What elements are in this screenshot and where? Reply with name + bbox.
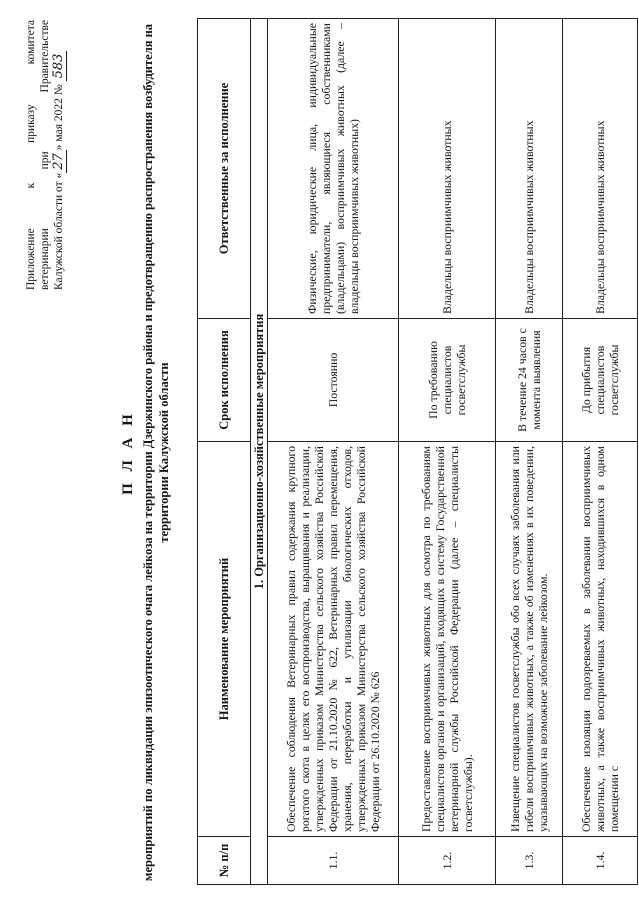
row-measure: Извещение специалистов госветслужбы обо всех случаях заболевания или гибели восприимчивых животных, а также об изменениях в их поведении, указывающих на возможное заболевание лейкозом. [496,442,563,837]
appendix-word: Приложение [25,228,37,290]
row-responsible: Физические, юридические лица, индивидуальные предприниматели, являющиеся собственниками (владельцами) восприимчивых животных (далее – владельцы восприимчивых животных) [268,19,399,319]
appendix-word: комитета [25,20,37,65]
table-row [496,19,563,885]
row-responsible: Владельцы восприимчивых животных [563,19,638,319]
table-row [399,19,496,885]
header-num: № п/п [198,837,251,885]
appendix-header [24,20,66,290]
plan-table [197,18,638,885]
section-row [251,19,268,885]
table-header-row [198,19,251,885]
row-number: 1.3. [496,837,563,885]
row-term: В течение 24 часов с момента выявления [496,319,563,442]
document-subtitle: мероприятий по ликвидации эпизоотического очага лейкоза на территории Дзержинского района и предотвращению распространения возбудителя на территории Калужской области [141,23,171,882]
row-responsible: Владельцы восприимчивых животных [399,19,496,319]
header-term: Срок исполнения [198,319,251,442]
header-responsible: Ответственные за исполнение [198,19,251,319]
handwritten-order-number: 583 [51,51,67,82]
appendix-word: ветеринарии [39,228,51,290]
handwritten-day: 27 [51,150,67,173]
row-term: Постоянно [268,319,399,442]
row-term: До прибытия специалистов госветслужбы [563,319,638,442]
row-responsible: Владельцы восприимчивых животных [496,19,563,319]
section-title: 1. Организационно-хозяйственные мероприятия [251,19,268,885]
appendix-word: Правительстве [39,20,51,93]
appendix-word: при [39,151,51,170]
row-term: По требованию специалистов госветслужбы [399,319,496,442]
row-measure: Обеспечение изоляции подозреваемых в заболевании восприимчивых животных, а также восприимчивых животных, находившихся в одном помещении с [563,442,638,837]
row-measure: Обеспечение соблюдения Ветеринарных правил содержания крупного рогатого скота в целях его воспроизводства, выращивания и реализации, утвержденных приказом Министерства сельского хозяйства Российской Федерации от 21.10.2020 № 622, Ветеринарных правил перемещения, хранения, переработки и утилизации биологических отходов, утвержденных приказом Министерства сельского хозяйства Российской Федерации от 26.10.2020 № 626 [268,442,399,837]
appendix-date-middle: » мая 2022 № [53,84,65,151]
table-row [563,19,638,885]
appendix-date-prefix: Калужской области от « [53,172,65,290]
row-number: 1.1. [268,837,399,885]
row-number: 1.2. [399,837,496,885]
table-row [268,19,399,885]
row-measure: Предоставление восприимчивых животных для осмотра по требованиям специалистов органов и организаций, входящих в систему Государственной ветеринарной службы Российской Федерации (далее – специалисты госветслужбы). [399,442,496,837]
header-name: Наименование мероприятий [198,442,251,837]
appendix-word: приказу [25,104,37,143]
appendix-word: к [25,182,37,189]
row-number: 1.4. [563,837,638,885]
document-title: П Л А Н [120,410,136,495]
